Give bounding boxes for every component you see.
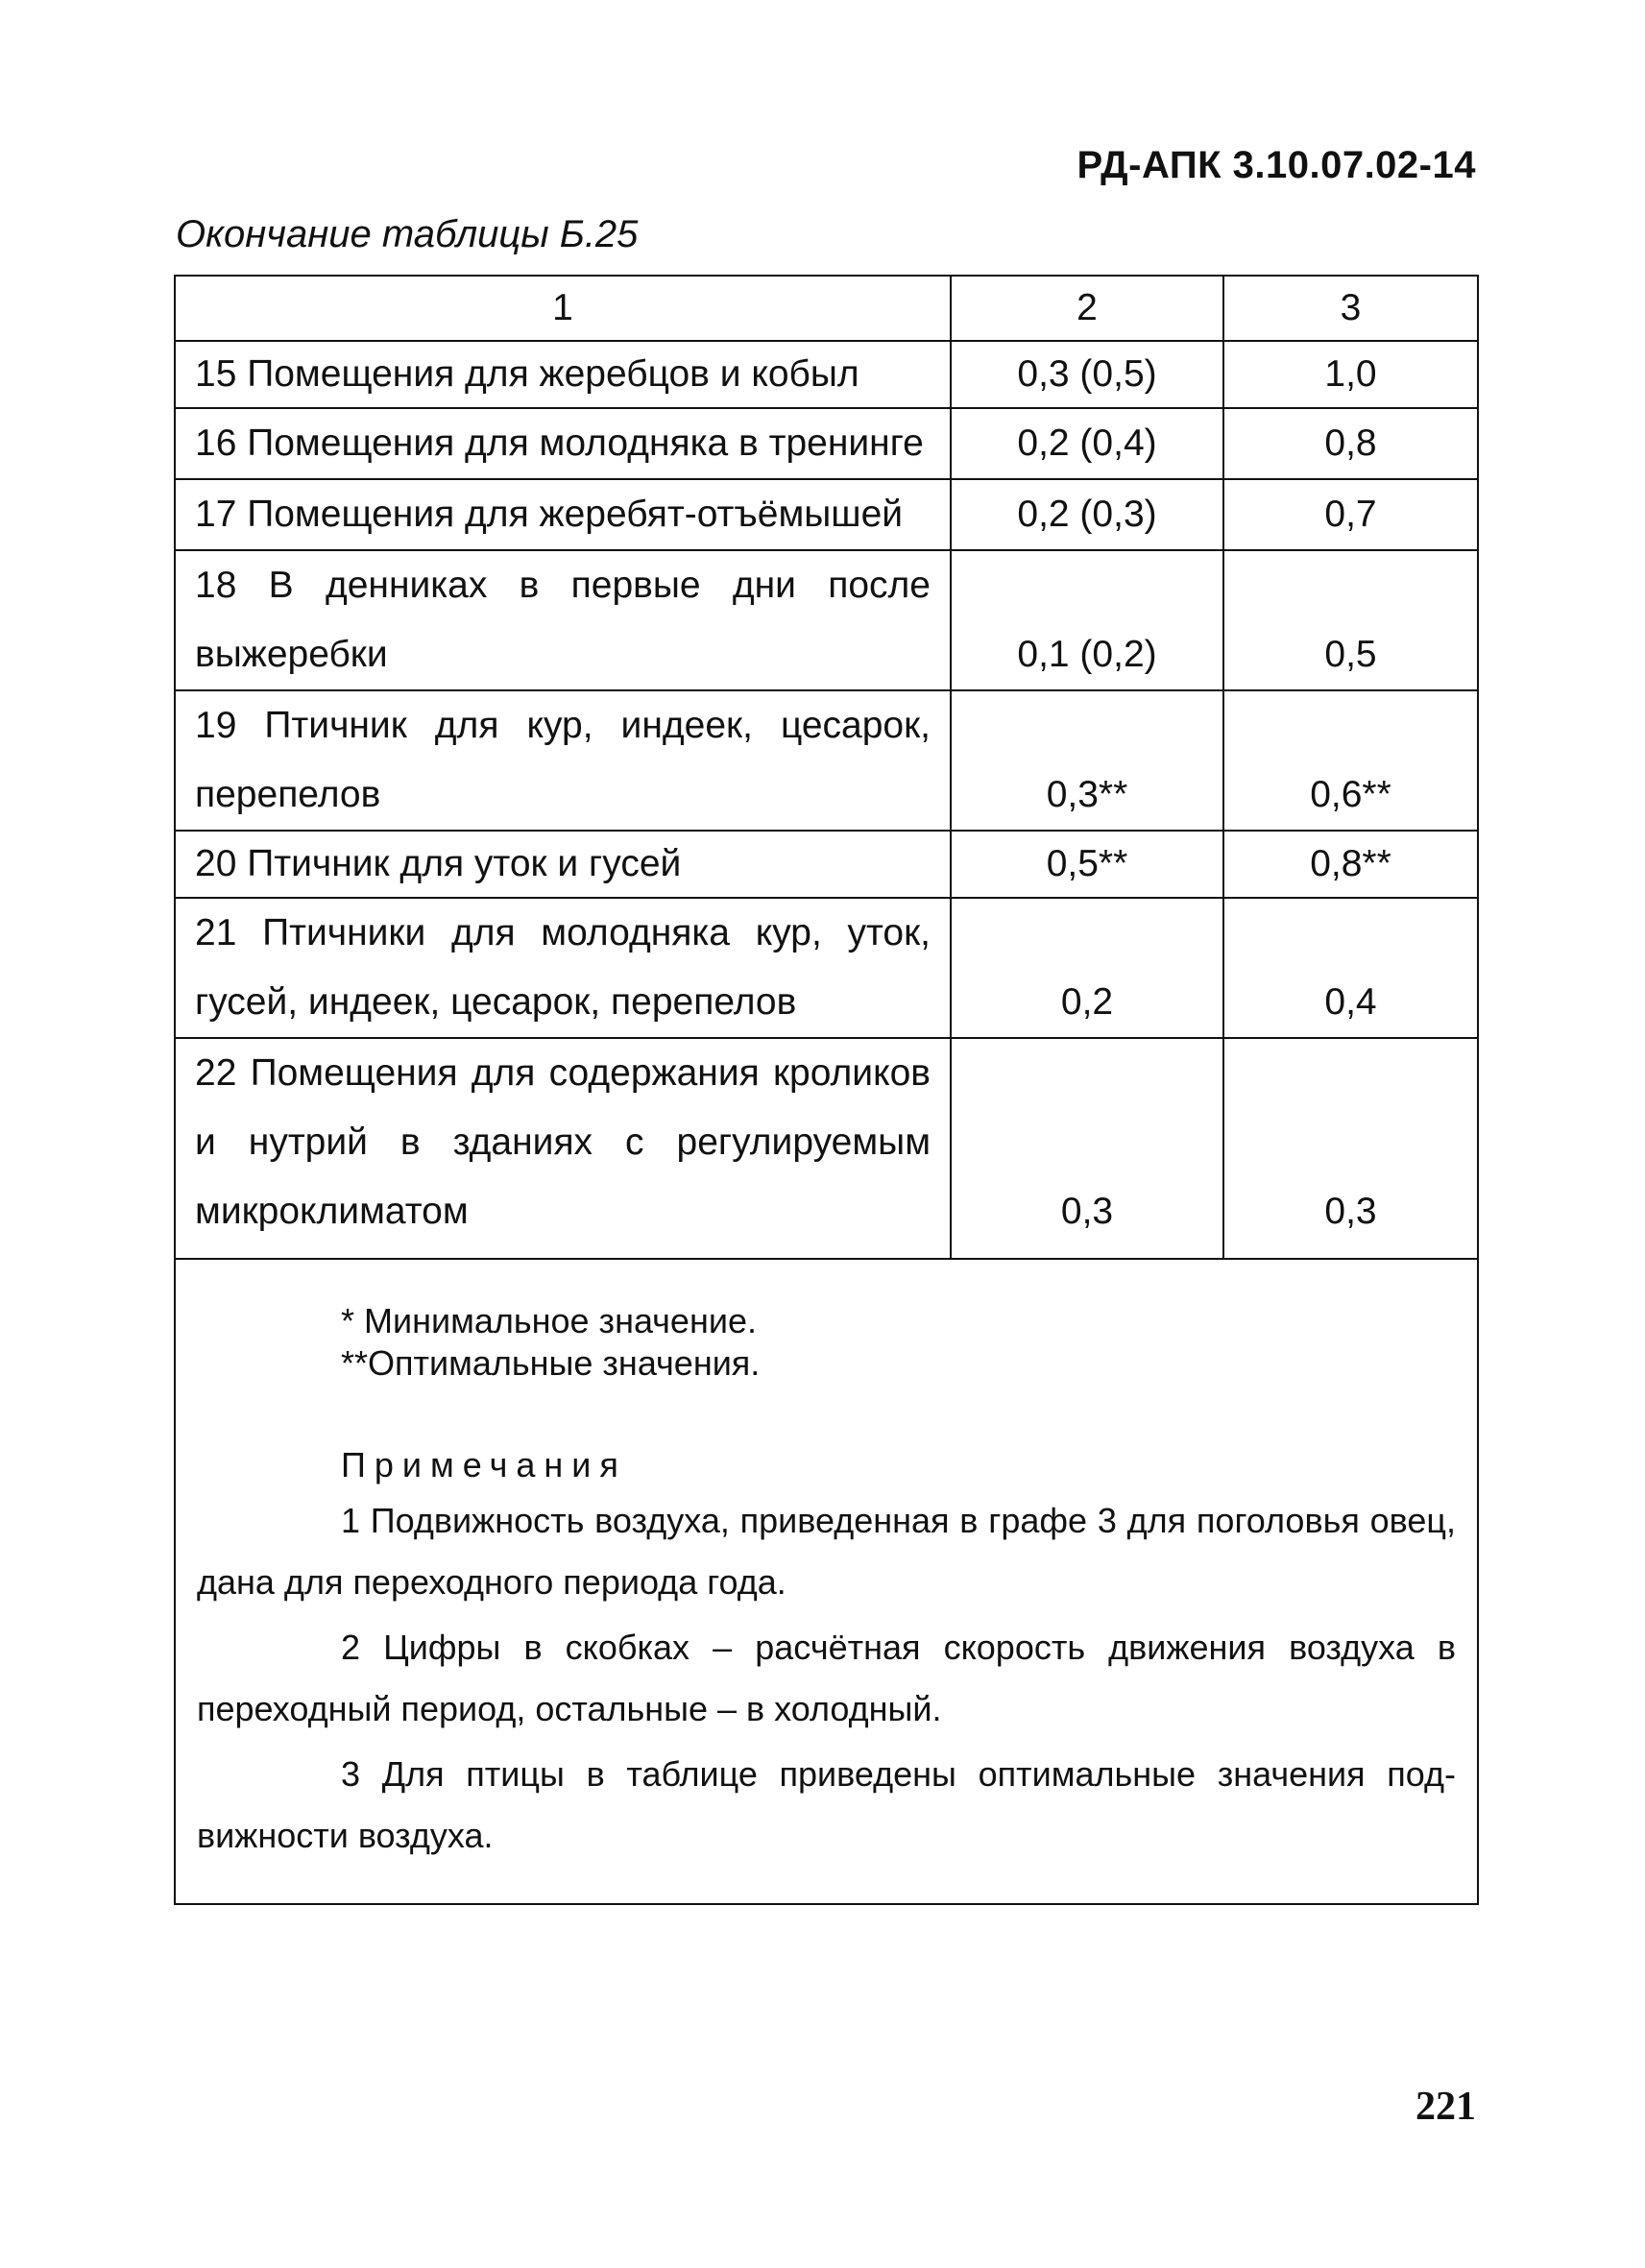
table-row bbox=[175, 1038, 1478, 1259]
document-code: РД-АПК 3.10.07.02-14 bbox=[1077, 144, 1476, 186]
table-row bbox=[175, 690, 1478, 831]
note-item: 3 Для птицы в таблице приведены оптимальные значения подвижности воздуха. bbox=[197, 1754, 1456, 1855]
row-value-col2: 0,3** bbox=[951, 690, 1223, 831]
row-value-col2: 0,2 (0,3) bbox=[951, 479, 1223, 550]
row-name: 19 Птичник для кур, индеек, цесарок, перепелов bbox=[175, 690, 951, 831]
footnote-optimal: **Оптимальные значения. bbox=[341, 1343, 761, 1383]
row-value-col3: 0,5 bbox=[1223, 550, 1478, 690]
row-value-col2: 0,2 (0,4) bbox=[951, 408, 1223, 479]
row-name: 16 Помещения для молодняка в тренинге bbox=[175, 408, 951, 479]
notes-title: Примечания bbox=[341, 1445, 627, 1484]
row-value-col3: 0,8** bbox=[1223, 831, 1478, 898]
notes-row bbox=[175, 1259, 1478, 1904]
table-row bbox=[175, 831, 1478, 898]
row-name: 22 Помещения для содержания кроликов и нутрий в зданиях с регулируемым микроклиматом bbox=[175, 1038, 951, 1259]
column-header-1: 1 bbox=[175, 276, 951, 341]
row-name: 18 В денниках в первые дни после выжеребки bbox=[175, 550, 951, 690]
row-name: 21 Птичники для молодняка кур, уток, гусей, индеек, цесарок, перепелов bbox=[175, 898, 951, 1038]
data-table bbox=[174, 275, 1479, 1905]
row-name: 17 Помещения для жеребят-отъёмышей bbox=[175, 479, 951, 550]
row-value-col2: 0,3 bbox=[951, 1038, 1223, 1259]
row-value-col3: 0,4 bbox=[1223, 898, 1478, 1038]
row-value-col3: 0,7 bbox=[1223, 479, 1478, 550]
column-header-2: 2 bbox=[951, 276, 1223, 341]
table-header-row bbox=[175, 276, 1478, 341]
note-item: 1 Подвижность воздуха, приведенная в графе 3 для поголовья овец, дана для переходного периода года. bbox=[197, 1501, 1456, 1602]
row-value-col2: 0,5** bbox=[951, 831, 1223, 898]
page-number: 221 bbox=[1415, 2085, 1476, 2129]
table-caption: Окончание таблицы Б.25 bbox=[176, 213, 639, 255]
footnote-minimal: * Минимальное значение. bbox=[341, 1301, 757, 1340]
row-name: 20 Птичник для уток и гусей bbox=[175, 831, 951, 898]
row-value-col2: 0,3 (0,5) bbox=[951, 341, 1223, 408]
row-value-col3: 0,6** bbox=[1223, 690, 1478, 831]
row-value-col3: 1,0 bbox=[1223, 341, 1478, 408]
notes-cell bbox=[175, 1259, 1478, 1904]
table-row bbox=[175, 550, 1478, 690]
row-value-col2: 0,1 (0,2) bbox=[951, 550, 1223, 690]
table-row bbox=[175, 341, 1478, 408]
row-name: 15 Помещения для жеребцов и кобыл bbox=[175, 341, 951, 408]
table-row bbox=[175, 479, 1478, 550]
column-header-3: 3 bbox=[1223, 276, 1478, 341]
note-item: 2 Цифры в скобках – расчётная скорость движения воздуха в переходный период, остальные – в холодный. bbox=[197, 1628, 1456, 1728]
row-value-col3: 0,3 bbox=[1223, 1038, 1478, 1259]
row-value-col2: 0,2 bbox=[951, 898, 1223, 1038]
table-row bbox=[175, 898, 1478, 1038]
table-row bbox=[175, 408, 1478, 479]
row-value-col3: 0,8 bbox=[1223, 408, 1478, 479]
